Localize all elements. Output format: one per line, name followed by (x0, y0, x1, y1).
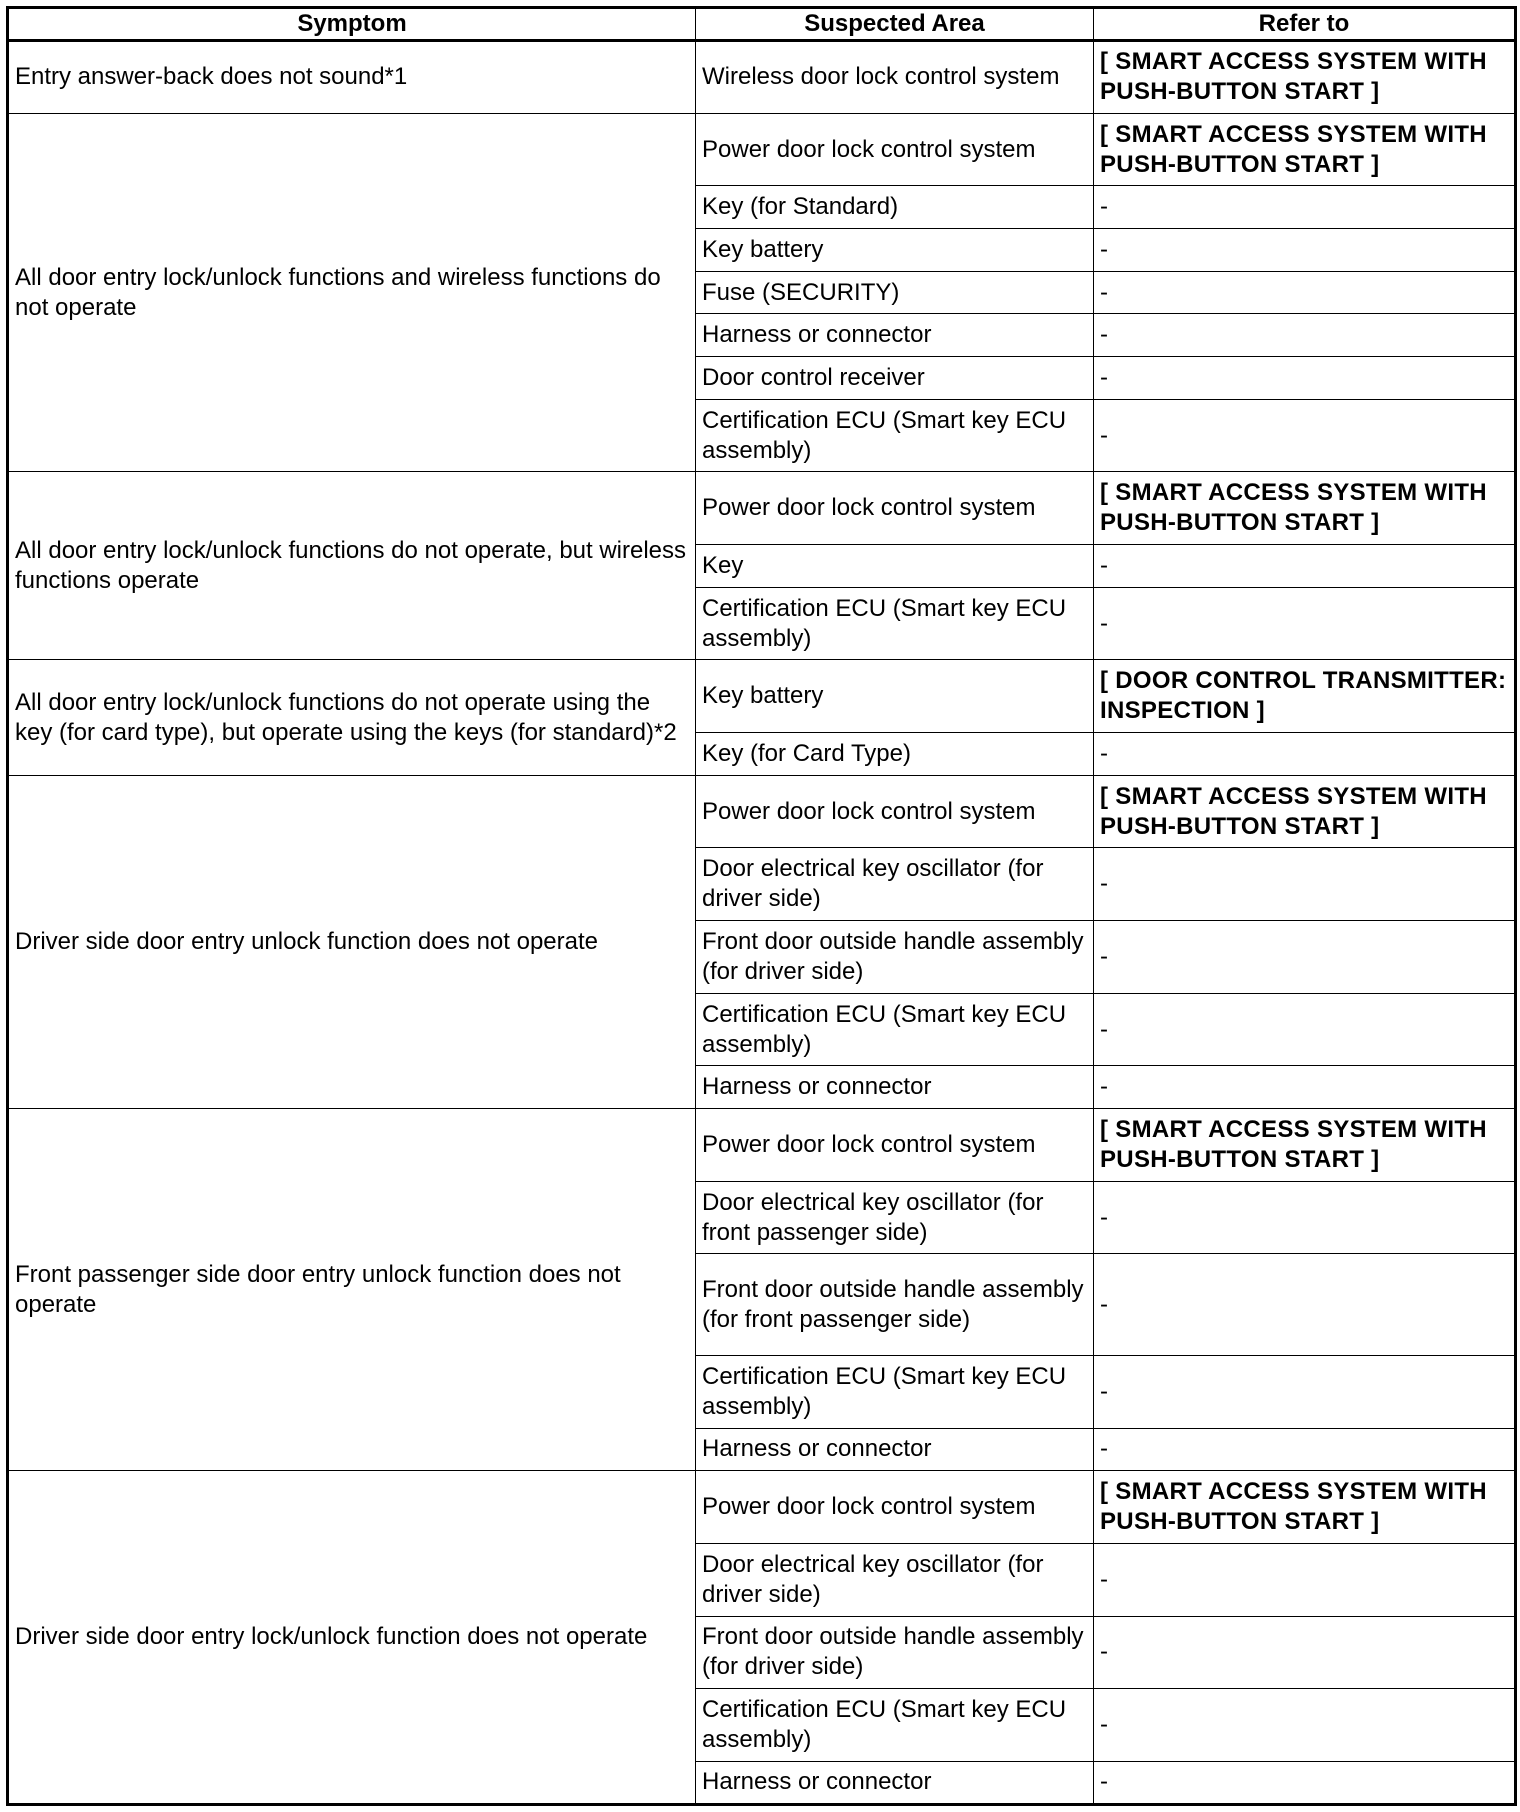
refer-to-cell: - (1094, 1254, 1516, 1356)
suspected-area-cell: Door electrical key oscillator (for driver side) (696, 1543, 1094, 1616)
symptom-cell: Front passenger side door entry unlock function does not operate (8, 1109, 696, 1471)
refer-to-link[interactable]: [ SMART ACCESS SYSTEM WITH PUSH-BUTTON START ] (1094, 1109, 1516, 1182)
table-row (8, 1109, 1516, 1182)
suspected-area-cell: Key (for Standard) (696, 186, 1094, 229)
table-row (8, 113, 1516, 186)
table-row (8, 660, 1516, 733)
suspected-area-cell: Harness or connector (696, 1761, 1094, 1804)
refer-to-link[interactable]: [ DOOR CONTROL TRANSMITTER: INSPECTION ] (1094, 660, 1516, 733)
suspected-area-cell: Power door lock control system (696, 113, 1094, 186)
refer-to-link[interactable]: [ SMART ACCESS SYSTEM WITH PUSH-BUTTON START ] (1094, 41, 1516, 114)
suspected-area-cell: Front door outside handle assembly (for driver side) (696, 1616, 1094, 1689)
suspected-area-cell: Power door lock control system (696, 1471, 1094, 1544)
table-row (8, 41, 1516, 114)
symptom-cell: All door entry lock/unlock functions do not operate, but wireless functions operate (8, 472, 696, 660)
refer-to-link[interactable]: [ SMART ACCESS SYSTEM WITH PUSH-BUTTON START ] (1094, 1471, 1516, 1544)
header-suspected-area: Suspected Area (696, 8, 1094, 41)
refer-to-link[interactable]: [ SMART ACCESS SYSTEM WITH PUSH-BUTTON START ] (1094, 472, 1516, 545)
refer-to-cell: - (1094, 1181, 1516, 1254)
table-body (8, 41, 1516, 1805)
refer-to-cell: - (1094, 1355, 1516, 1428)
suspected-area-cell: Door electrical key oscillator (for front passenger side) (696, 1181, 1094, 1254)
refer-to-cell: - (1094, 357, 1516, 400)
table-row (8, 1471, 1516, 1544)
suspected-area-cell: Door control receiver (696, 357, 1094, 400)
header-row (8, 8, 1516, 41)
symptom-cell: Driver side door entry lock/unlock function does not operate (8, 1471, 696, 1805)
refer-to-cell: - (1094, 271, 1516, 314)
table-row (8, 775, 1516, 848)
refer-to-cell: - (1094, 1428, 1516, 1471)
refer-to-cell: - (1094, 733, 1516, 776)
refer-to-cell: - (1094, 229, 1516, 272)
suspected-area-cell: Certification ECU (Smart key ECU assembly) (696, 587, 1094, 660)
refer-to-cell: - (1094, 186, 1516, 229)
refer-to-cell: - (1094, 848, 1516, 921)
refer-to-cell: - (1094, 1616, 1516, 1689)
refer-to-cell: - (1094, 921, 1516, 994)
symptom-table (6, 6, 1517, 1806)
suspected-area-cell: Harness or connector (696, 1428, 1094, 1471)
suspected-area-cell: Key (696, 545, 1094, 588)
suspected-area-cell: Power door lock control system (696, 1109, 1094, 1182)
suspected-area-cell: Front door outside handle assembly (for driver side) (696, 921, 1094, 994)
suspected-area-cell: Key battery (696, 660, 1094, 733)
symptom-cell: Driver side door entry unlock function does not operate (8, 775, 696, 1108)
suspected-area-cell: Certification ECU (Smart key ECU assembly) (696, 1689, 1094, 1762)
refer-to-cell: - (1094, 399, 1516, 472)
refer-to-cell: - (1094, 545, 1516, 588)
suspected-area-cell: Fuse (SECURITY) (696, 271, 1094, 314)
refer-to-cell: - (1094, 1761, 1516, 1804)
table-container (6, 6, 1514, 1806)
suspected-area-cell: Key battery (696, 229, 1094, 272)
suspected-area-cell: Power door lock control system (696, 775, 1094, 848)
suspected-area-cell: Power door lock control system (696, 472, 1094, 545)
symptom-cell: Entry answer-back does not sound*1 (8, 41, 696, 114)
suspected-area-cell: Certification ECU (Smart key ECU assembly) (696, 1355, 1094, 1428)
refer-to-link[interactable]: [ SMART ACCESS SYSTEM WITH PUSH-BUTTON START ] (1094, 113, 1516, 186)
table-row (8, 472, 1516, 545)
symptom-cell: All door entry lock/unlock functions and wireless functions do not operate (8, 113, 696, 472)
suspected-area-cell: Certification ECU (Smart key ECU assembly) (696, 399, 1094, 472)
suspected-area-cell: Door electrical key oscillator (for driver side) (696, 848, 1094, 921)
suspected-area-cell: Harness or connector (696, 1066, 1094, 1109)
suspected-area-cell: Wireless door lock control system (696, 41, 1094, 114)
suspected-area-cell: Certification ECU (Smart key ECU assembly) (696, 993, 1094, 1066)
refer-to-cell: - (1094, 993, 1516, 1066)
refer-to-cell: - (1094, 1066, 1516, 1109)
symptom-cell: All door entry lock/unlock functions do not operate using the key (for card type), but operate using the keys (for standard)*2 (8, 660, 696, 775)
refer-to-cell: - (1094, 314, 1516, 357)
suspected-area-cell: Front door outside handle assembly (for front passenger side) (696, 1254, 1094, 1356)
header-symptom: Symptom (8, 8, 696, 41)
refer-to-cell: - (1094, 1543, 1516, 1616)
refer-to-link[interactable]: [ SMART ACCESS SYSTEM WITH PUSH-BUTTON START ] (1094, 775, 1516, 848)
suspected-area-cell: Harness or connector (696, 314, 1094, 357)
header-refer-to: Refer to (1094, 8, 1516, 41)
refer-to-cell: - (1094, 1689, 1516, 1762)
suspected-area-cell: Key (for Card Type) (696, 733, 1094, 776)
refer-to-cell: - (1094, 587, 1516, 660)
